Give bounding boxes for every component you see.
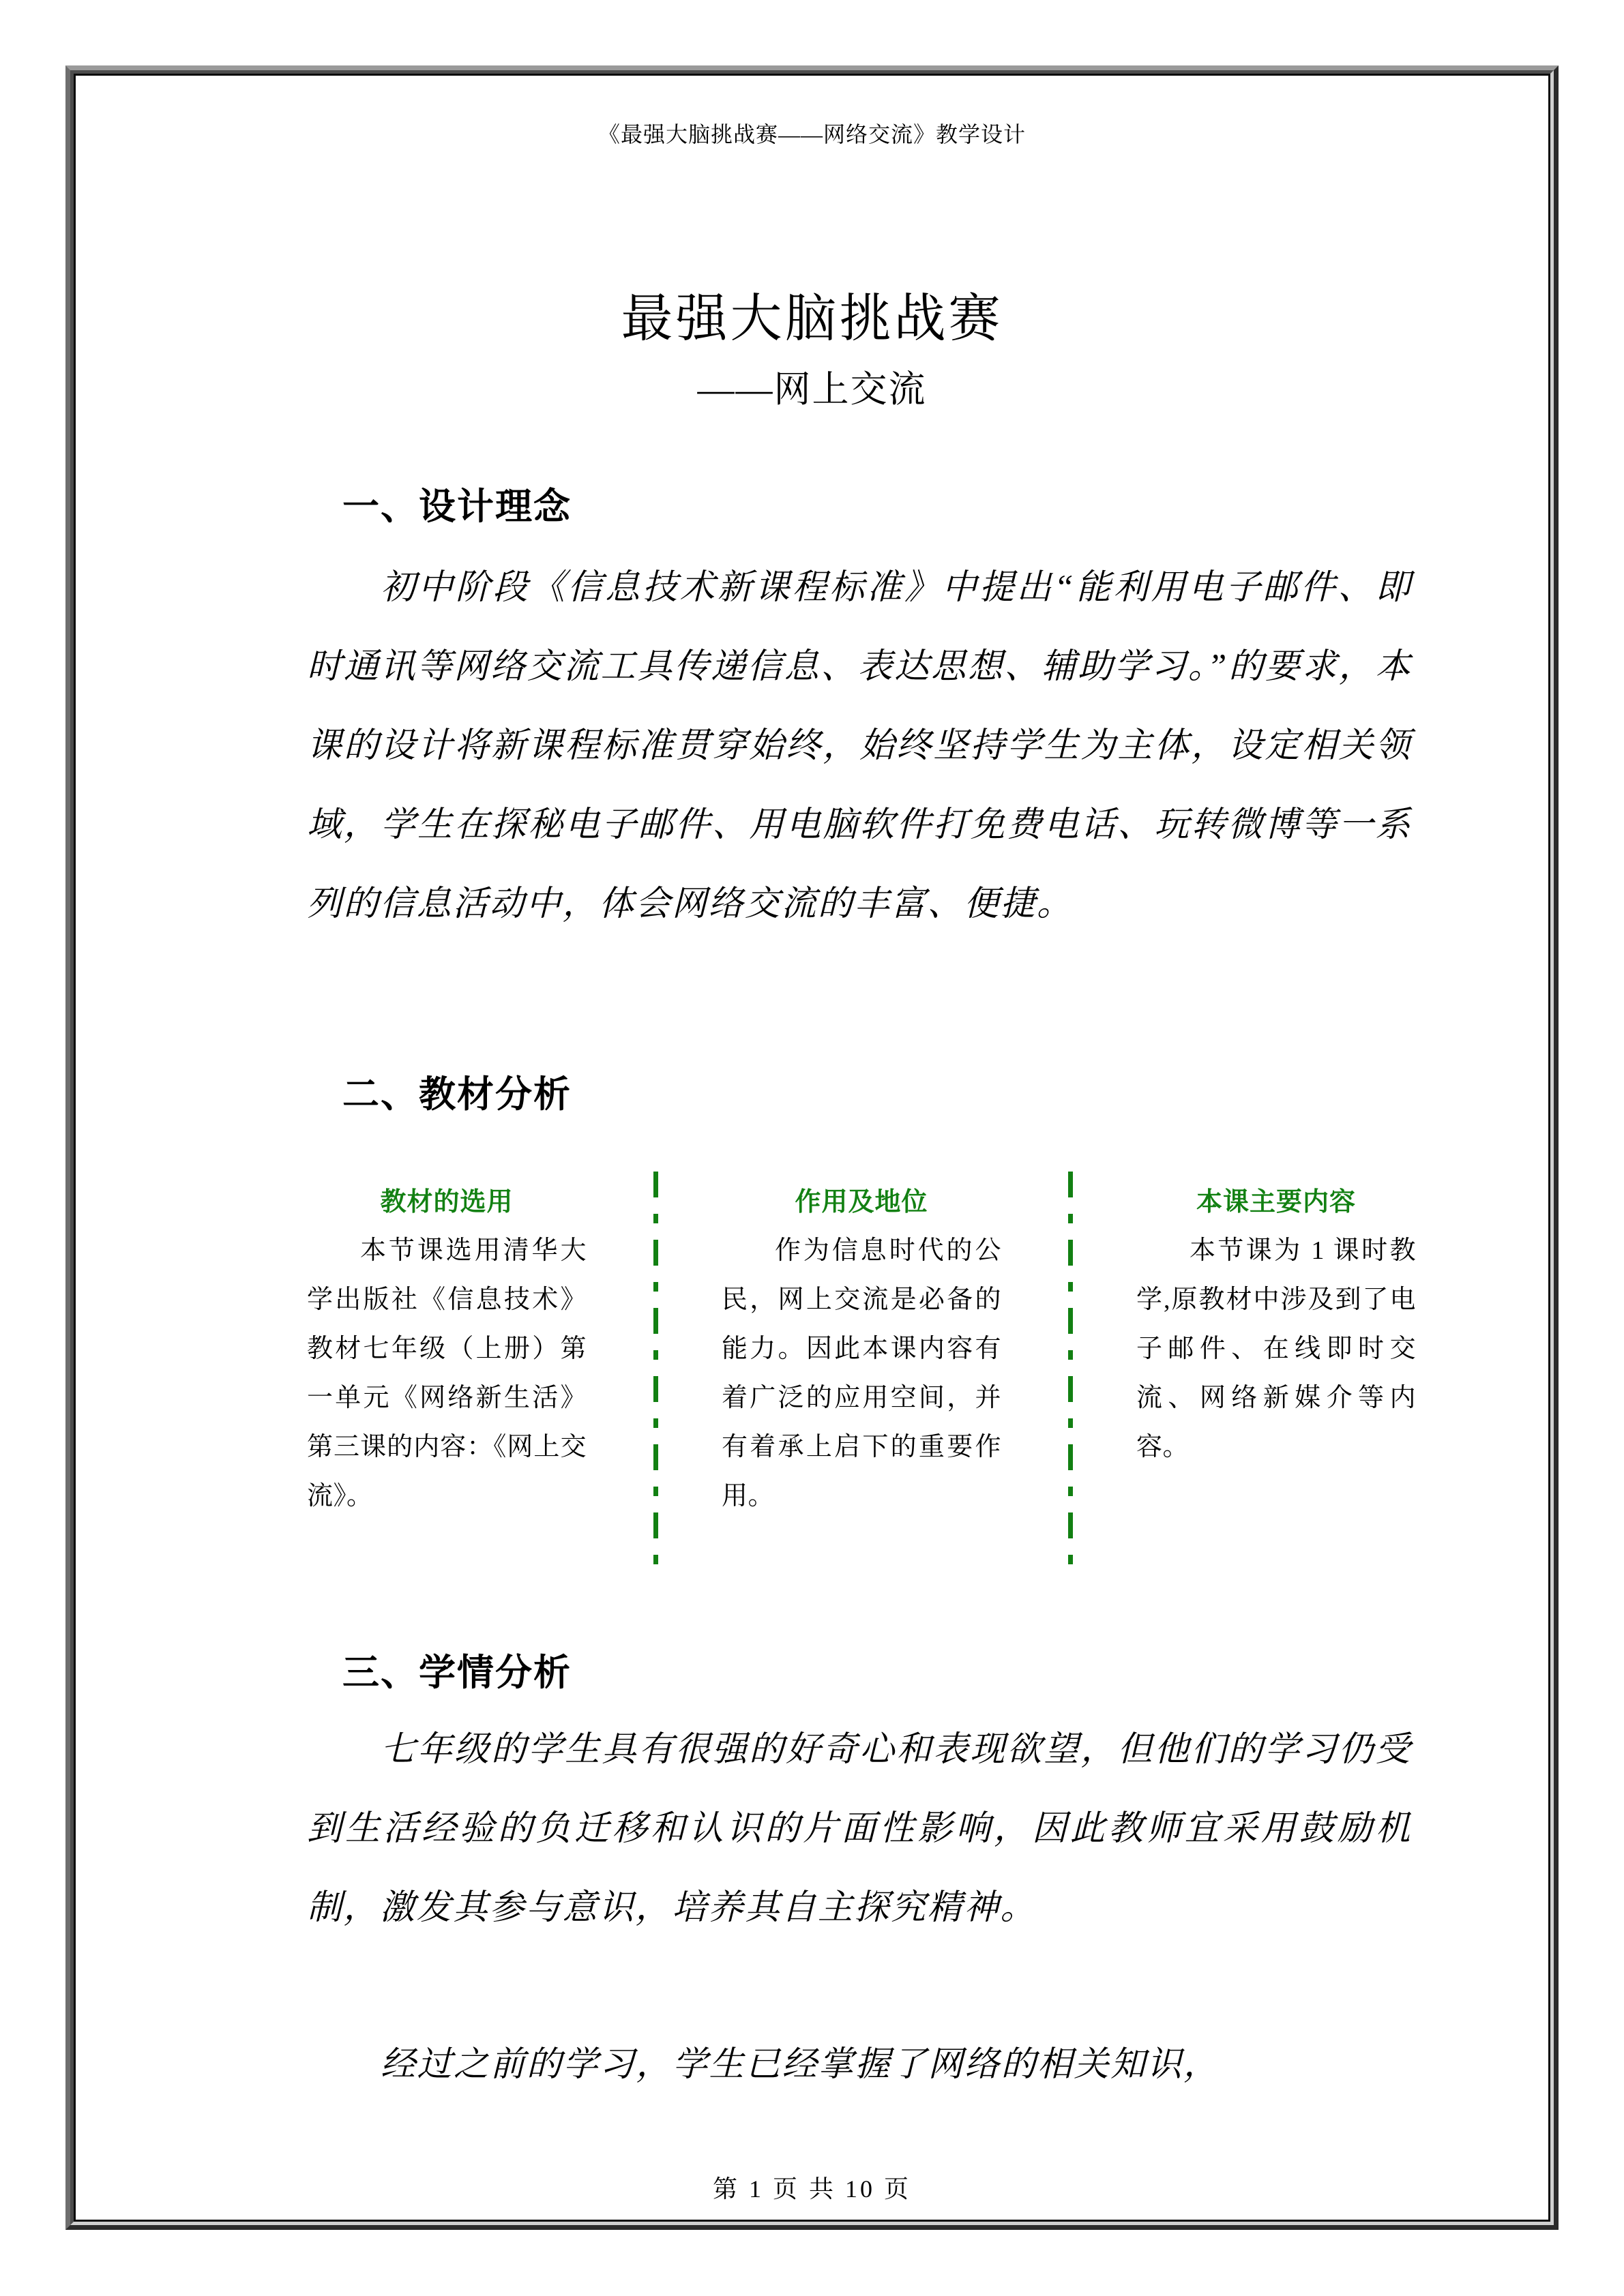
paragraph-student-analysis-2: 经过之前的学习，学生已经掌握了网络的相关知识， bbox=[381, 2046, 1220, 2084]
column-header-main-content: 本课主要内容 bbox=[1196, 1188, 1356, 1217]
column-header-textbook-selection: 教材的选用 bbox=[380, 1188, 514, 1217]
running-header: 《最强大脑挑战赛——网络交流》教学设计 bbox=[597, 122, 1026, 147]
column-role-and-position bbox=[722, 1182, 1001, 1564]
section-heading-design-concept: 一、设计理念 bbox=[342, 486, 572, 527]
column-header-role-and-position: 作用及地位 bbox=[795, 1188, 928, 1217]
document-content bbox=[75, 75, 1549, 2220]
column-textbook-selection bbox=[307, 1182, 587, 1564]
column-divider-2 bbox=[1068, 1172, 1073, 1578]
paragraph-student-analysis-1: 七年级的学生具有很强的好奇心和表现欲望，但他们的学习仍受到生活经验的负迁移和认识的片面性影响，因此教师宜采用鼓励机制，激发其参与意识，培养其自主探究精神。 bbox=[307, 1731, 1412, 1927]
column-divider-1 bbox=[653, 1172, 658, 1578]
document-subtitle: ——网上交流 bbox=[697, 369, 927, 410]
column-body-role-and-position: 作为信息时代的公民，网上交流是必备的能力。因此本课内容有着广泛的应用空间，并有着承上启下的重要作用。 bbox=[722, 1236, 1001, 1510]
section-heading-student-analysis: 三、学情分析 bbox=[342, 1652, 572, 1693]
column-body-textbook-selection: 本节课选用清华大学出版社《信息技术》教材七年级（上册）第一单元《网络新生活》第三课的内容：《网上交流》。 bbox=[307, 1236, 587, 1510]
document-title: 最强大脑挑战赛 bbox=[621, 290, 1003, 348]
page-footer: 第 1 页 共 10 页 bbox=[712, 2175, 911, 2203]
section-heading-material-analysis: 二、教材分析 bbox=[342, 1074, 572, 1115]
column-main-content bbox=[1136, 1182, 1416, 1564]
material-analysis-columns bbox=[307, 1182, 1439, 1564]
paragraph-design-concept: 初中阶段《信息技术新课程标准》中提出“能利用电子邮件、即时通讯等网络交流工具传递信息、表达思想、辅助学习。”的要求，本课的设计将新课程标准贯穿始终，始终坚持学生为主体，设定相关领域，学生在探秘电子邮件、用电脑软件打免费电话、玩转微博等一系列的信息活动中，体会网络交流的丰富、便捷。 bbox=[307, 569, 1412, 923]
column-body-main-content: 本节课为 1 课时教学,原教材中涉及到了电子邮件、在线即时交流、网络新媒介等内容。 bbox=[1136, 1236, 1416, 1461]
